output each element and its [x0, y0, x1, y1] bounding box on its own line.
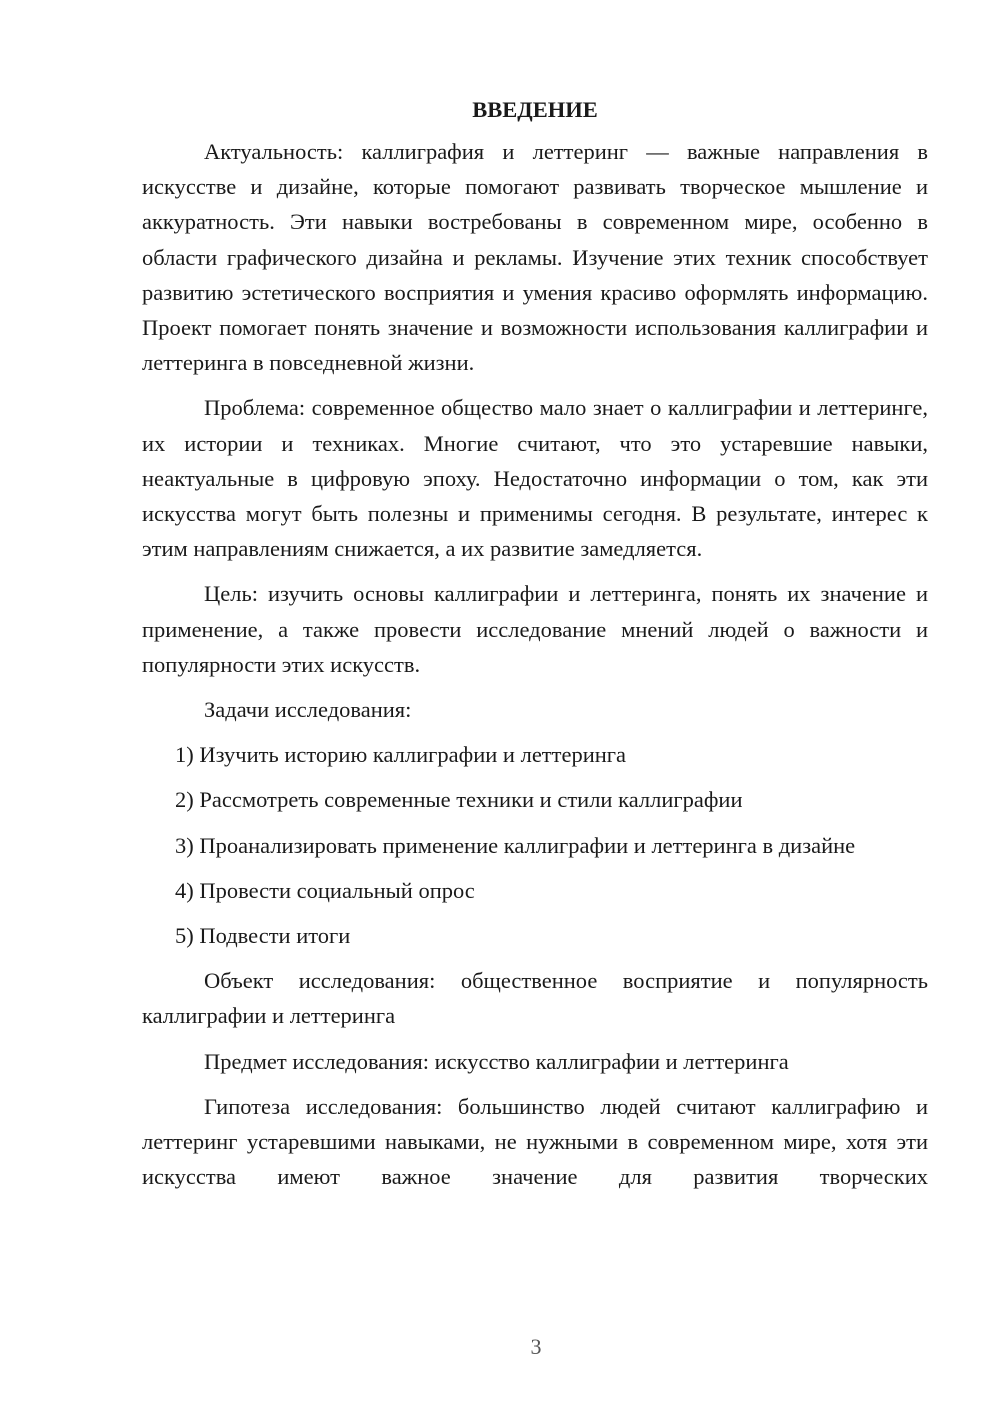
task-item-3: 3) Проанализировать применение каллиграфии и леттеринга в дизайне [175, 832, 856, 858]
task-item-2: 2) Рассмотреть современные техники и стили каллиграфии [175, 787, 743, 813]
paragraph-relevance: Актуальность: каллиграфия и леттеринг — важные направления в искусстве и дизайне, которые помогают развивать творческое мышление и аккуратность. Эти навыки востребованы в современном мире, особенно в области графического дизайна и рекламы. Изучение этих техник способствует развитию эстетического восприятия и умения красиво оформлять информацию. Проект помогает понять значение и возможности использования каллиграфии и леттеринга в повседневной жизни. [142, 139, 928, 376]
paragraph-subject: Предмет исследования: искусство каллиграфии и леттеринга [204, 1048, 789, 1074]
task-item-1: 1) Изучить историю каллиграфии и леттеринга [175, 742, 626, 768]
paragraph-goal: Цель: изучить основы каллиграфии и леттеринга, понять их значение и применение, а также провести исследование мнений людей о важности и популярности этих искусств. [142, 581, 928, 677]
page-number: 3 [530, 1334, 542, 1359]
paragraph-problem: Проблема: современное общество мало знает о каллиграфии и леттеринге, их истории и техниках. Многие считают, что это устаревшие навыки, неактуальные в цифровую эпоху. Недостаточно информации о том, как эти искусства могут быть полезны и применимы сегодня. В результате, интерес к этим направлениям снижается, а их развитие замедляется. [142, 395, 928, 562]
paragraph-hypothesis: Гипотеза исследования: большинство людей считают каллиграфию и леттеринг устаревшими навыками, не нужными в современном мире, хотя эти искусства имеют важное значение для развития творческих [142, 1093, 928, 1190]
section-heading: ВВЕДЕНИЕ [472, 97, 598, 122]
tasks-heading: Задачи исследования: [204, 697, 412, 723]
paragraph-object: Объект исследования: общественное восприятие и популярность каллиграфии и леттеринга [142, 968, 928, 1029]
task-item-5: 5) Подвести итоги [175, 923, 351, 949]
task-item-4: 4) Провести социальный опрос [175, 877, 475, 903]
page-content [142, 92, 928, 1204]
